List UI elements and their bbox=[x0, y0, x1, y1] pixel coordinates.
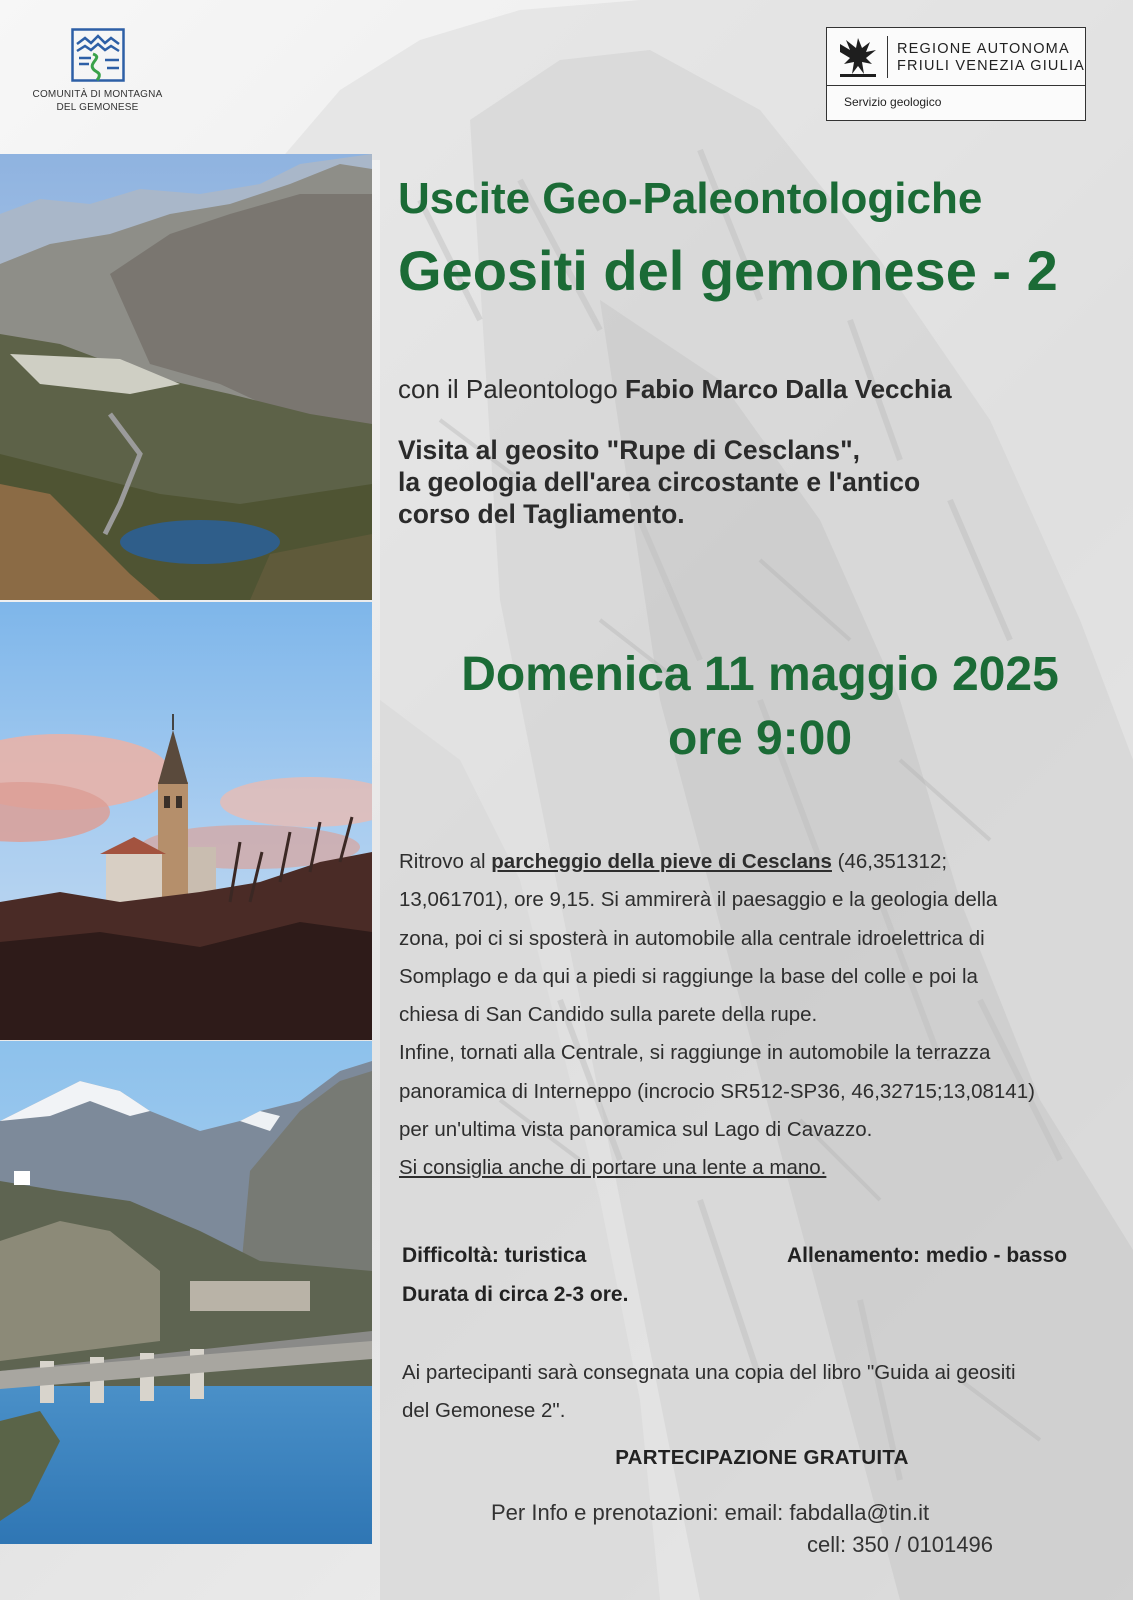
visit-line: corso del Tagliamento. bbox=[398, 499, 685, 529]
difficulty: Difficoltà: turistica bbox=[402, 1244, 587, 1267]
guide-line bbox=[398, 374, 952, 405]
free-participation: PARTECIPAZIONE GRATUITA bbox=[615, 1446, 909, 1469]
regione-name: REGIONE AUTONOMA FRIULI VENEZIA GIULIA bbox=[897, 41, 1085, 74]
meeting-point-link[interactable]: parcheggio della pieve di Cesclans bbox=[491, 850, 832, 873]
event-time: ore 9:00 bbox=[667, 712, 853, 765]
photo-valley-lake bbox=[0, 154, 372, 600]
photo-church-cesclans bbox=[0, 602, 372, 1040]
comunita-emblem-icon bbox=[71, 28, 125, 82]
comunita-logo bbox=[30, 28, 165, 114]
contact-info bbox=[491, 1497, 993, 1561]
difficulty-info bbox=[402, 1236, 628, 1314]
duration: Durata di circa 2-3 ore. bbox=[402, 1283, 629, 1306]
guide-name: Fabio Marco Dalla Vecchia bbox=[624, 374, 952, 404]
event-datetime bbox=[420, 643, 1100, 771]
title-series: Uscite Geo-Paleontologiche bbox=[398, 174, 983, 223]
contact-phone: cell: 350 / 0101496 bbox=[807, 1532, 993, 1557]
visit-line: la geologia dell'area circostante e l'antico bbox=[398, 467, 921, 497]
visit-line: Visita al geosito "Rupe di Cesclans", bbox=[398, 435, 861, 465]
regione-logo bbox=[826, 27, 1086, 121]
contact-email: Per Info e prenotazioni: email: fabdalla@tin.it bbox=[491, 1500, 930, 1525]
guide-prefix: con il Paleontologo bbox=[398, 374, 625, 404]
comunita-name: COMUNITÀ DI MONTAGNA DEL GEMONESE bbox=[32, 89, 163, 113]
lens-advice: Si consiglia anche di portare una lente a mano. bbox=[399, 1156, 827, 1180]
training-level: Allenamento: medio - basso bbox=[787, 1244, 1068, 1267]
title-main: Geositi del gemonese - 2 bbox=[398, 239, 1058, 302]
book-notice: Ai partecipanti sarà consegnata una copia del libro "Guida ai geositi del Gemonese 2". bbox=[402, 1361, 1016, 1422]
visit-heading bbox=[398, 434, 1098, 530]
eagle-icon bbox=[836, 34, 880, 80]
regione-service: Servizio geologico bbox=[844, 95, 942, 109]
photo-lake-cavazzo bbox=[0, 1041, 372, 1544]
event-date: Domenica 11 maggio 2025 bbox=[461, 648, 1059, 701]
event-description: Ritrovo al parcheggio della pieve di Cesclans (46,351312; 13,061701), ore 9,15. Si ammirerà il paesaggio e la geologia della zona, poi ci si sposterà in automobile alla centrale idroelettrica di Somplago e da qui a piedi si raggiunge la base del colle e poi la chiesa di San Candido sulla parete della rupe. Infine, tornati alla Centrale, si raggiunge in automobile la terrazza panoramica di Interneppo (incrocio SR512-SP36, 46,32715;13,08141) per un'ultima vista panoramica sul Lago di Cavazzo. Si consiglia anche di portare una lente a mano. bbox=[399, 843, 1129, 1188]
